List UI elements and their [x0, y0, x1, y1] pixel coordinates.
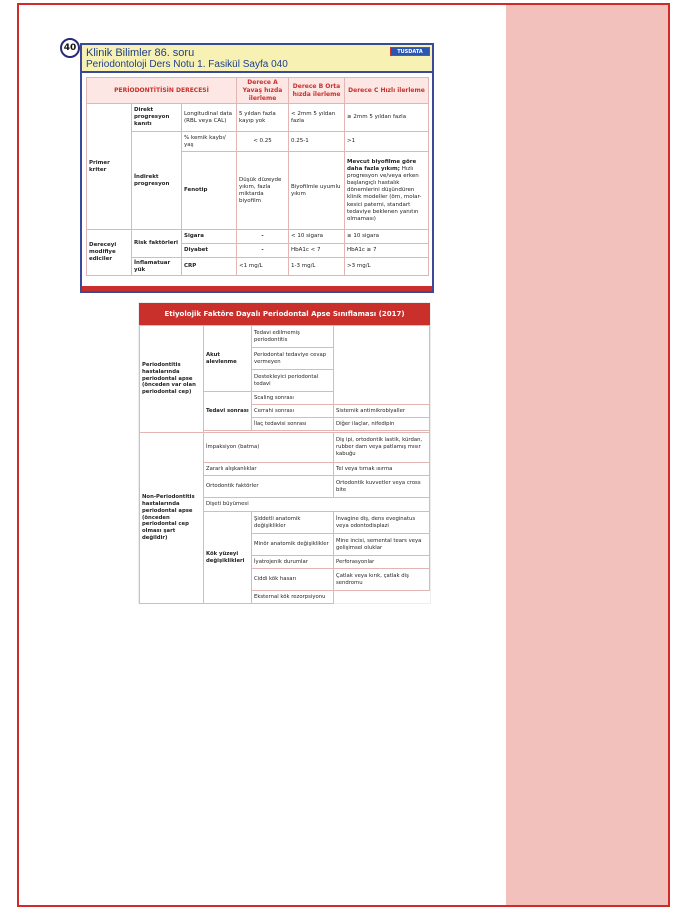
kok-cell: Kök yüzeyi değişiklikleri [204, 512, 252, 604]
fenotip-c-text: Hızlı progresyon ve/veya erken başlangıçlı hastalık dönemlerini düşündüren klinik modeller (örn, molar-kesici paterni, standart tedaviye beklenen yanıtın olmaması) [347, 165, 422, 222]
direkt-label-cell: Longitudinal data (RBL veya CAL) [182, 104, 237, 132]
card-bottom-bar [82, 286, 432, 291]
primer-kriter-cell: Primer kriter [87, 104, 132, 230]
impaksiyon-cell: İmpaksiyon (batma) [204, 433, 334, 463]
header-cell: PERİODONTİTİSİN DERECESİ [87, 78, 237, 104]
abscess-table-title: Etiyolojik Faktöre Dayalı Periodontal Apse Sınıflaması (2017) [139, 303, 430, 325]
grade-a-cell: - [237, 244, 289, 258]
siddetli-result-cell: İnvagine diş, dens eveginatus veya odontodisplazi [334, 512, 430, 534]
grade-a-cell: < 0.25 [237, 132, 289, 152]
akut-item-cell: Tedavi edilmemiş periodontitis [252, 326, 334, 348]
grade-b-cell: 0.25-1 [289, 132, 345, 152]
sigara-label-cell: Sigara [182, 230, 237, 244]
page-number-badge: 40 [60, 38, 80, 58]
grade-a-cell: Düşük düzeyde yıkım, fazla miktarda biyofilm [237, 152, 289, 230]
scaling-cell: Scaling sonrası [252, 392, 334, 405]
grade-b-cell: Biyofilmle uyumlu yıkım [289, 152, 345, 230]
kemik-label-cell: % kemik kaybı/ yaş [182, 132, 237, 152]
question-header [82, 45, 432, 73]
cerrahi-result-cell: Sistemik antimikrobiyaller [334, 405, 430, 418]
abscess-classification-table [139, 325, 430, 604]
grade-c-cell: ≥ 2mm 5 yıldan fazla [345, 104, 429, 132]
table-header-row [87, 78, 429, 104]
risk-cell: Risk faktörleri [132, 230, 182, 258]
table-row [87, 230, 429, 244]
fenotip-label-cell: Fenotip [182, 152, 237, 230]
grade-a-cell: 5 yıldan fazla kayıp yok [237, 104, 289, 132]
header-cell: Derece C Hızlı ilerleme [345, 78, 429, 104]
grade-a-cell: - [237, 230, 289, 244]
zararli-cell: Zararlı alışkanlıklar [204, 463, 334, 476]
akut-item-cell: Periodontal tedaviye cevap vermeyen [252, 348, 334, 370]
impaksiyon-result-cell: Diş ipi, ortodontik lastik, kürdan, rubber dam veya patlamış mısır kabuğu [334, 433, 430, 463]
indirekt-cell: İndirekt progresyon [132, 132, 182, 230]
table-row [87, 132, 429, 152]
iyatrojenik-result-cell: Perforasyonlar [334, 556, 430, 569]
perio-group-cell: Periodontitis hastalarında periodontal apse (önceden var olan periodontal cep) [140, 326, 204, 433]
question-subtitle: Periodontoloji Ders Notu 1. Fasikül Sayfa 040 [86, 59, 288, 70]
ilac-result-cell: Diğer ilaçlar, nifedipin [334, 418, 430, 431]
non-perio-group-cell: Non-Periodontitis hastalarında periodontal apse (önceden periodontal cep olması şart değildir) [140, 433, 204, 604]
ilac-cell: İlaç tedavisi sonrası [252, 418, 334, 431]
table-row [87, 258, 429, 276]
modifiye-cell: Dereceyi modifiye ediciler [87, 230, 132, 276]
side-panel [506, 5, 668, 905]
empty-cell [334, 591, 430, 604]
minor-result-cell: Mine incisi, semental tears veya gelişimsel oluklar [334, 534, 430, 556]
table-row [140, 433, 430, 463]
grade-c-cell: >1 [345, 132, 429, 152]
grade-b-cell: 1-3 mg/L [289, 258, 345, 276]
grade-c-cell: HbA1c ≥ 7 [345, 244, 429, 258]
akut-cell: Akut alevlenme [204, 326, 252, 392]
inflamatuar-cell: İnflamatuar yük [132, 258, 182, 276]
diyabet-label-cell: Diyabet [182, 244, 237, 258]
table-row [87, 104, 429, 132]
akut-item-cell: Destekleyici periodontal tedavi [252, 370, 334, 392]
iyatrojenik-cell: İyatrojenik durumlar [252, 556, 334, 569]
eksternal-cell: Eksternal kök rezorpsiyonu [252, 591, 334, 604]
periodontitis-grade-table [86, 77, 429, 276]
grade-b-cell: HbA1c < 7 [289, 244, 345, 258]
grade-c-cell [345, 152, 429, 230]
crp-label-cell: CRP [182, 258, 237, 276]
question-title: Klinik Bilimler 86. soru [86, 47, 195, 59]
orto-cell: Ortodontik faktörler [204, 476, 334, 498]
publisher-logo: TUSDATA [390, 47, 430, 56]
grade-a-cell: <1 mg/L [237, 258, 289, 276]
header-cell: Derece A Yavaş hızda ilerleme [237, 78, 289, 104]
cerrahi-cell: Cerrahi sonrası [252, 405, 334, 418]
ciddi-result-cell: Çatlak veya kırık, çatlak diş sendromu [334, 569, 430, 591]
grade-b-cell: < 2mm 5 yıldan fazla [289, 104, 345, 132]
table-row [140, 326, 430, 348]
zararli-result-cell: Tel veya tırnak ısırma [334, 463, 430, 476]
siddetli-cell: Şiddetli anatomik değişiklikler [252, 512, 334, 534]
minor-cell: Minör anatomik değişiklikler [252, 534, 334, 556]
grade-c-cell: ≥ 10 sigara [345, 230, 429, 244]
header-cell: Derece B Orta hızda ilerleme [289, 78, 345, 104]
diseti-cell: Dişeti büyümesi [204, 498, 430, 512]
orto-result-cell: Ortodontik kuvvetler veya cross bite [334, 476, 430, 498]
grade-b-cell: < 10 sigara [289, 230, 345, 244]
tedavi-cell: Tedavi sonrası [204, 392, 252, 431]
grade-c-cell: >3 mg/L [345, 258, 429, 276]
empty-cell [334, 326, 430, 405]
question-card [80, 43, 434, 293]
fenotip-c-bold: Mevcut biyofilme göre daha fazla yıkım; [347, 158, 417, 172]
abscess-classification-card [138, 302, 431, 604]
direkt-cell: Direkt progresyon kanıtı [132, 104, 182, 132]
ciddi-cell: Ciddi kök hasarı [252, 569, 334, 591]
